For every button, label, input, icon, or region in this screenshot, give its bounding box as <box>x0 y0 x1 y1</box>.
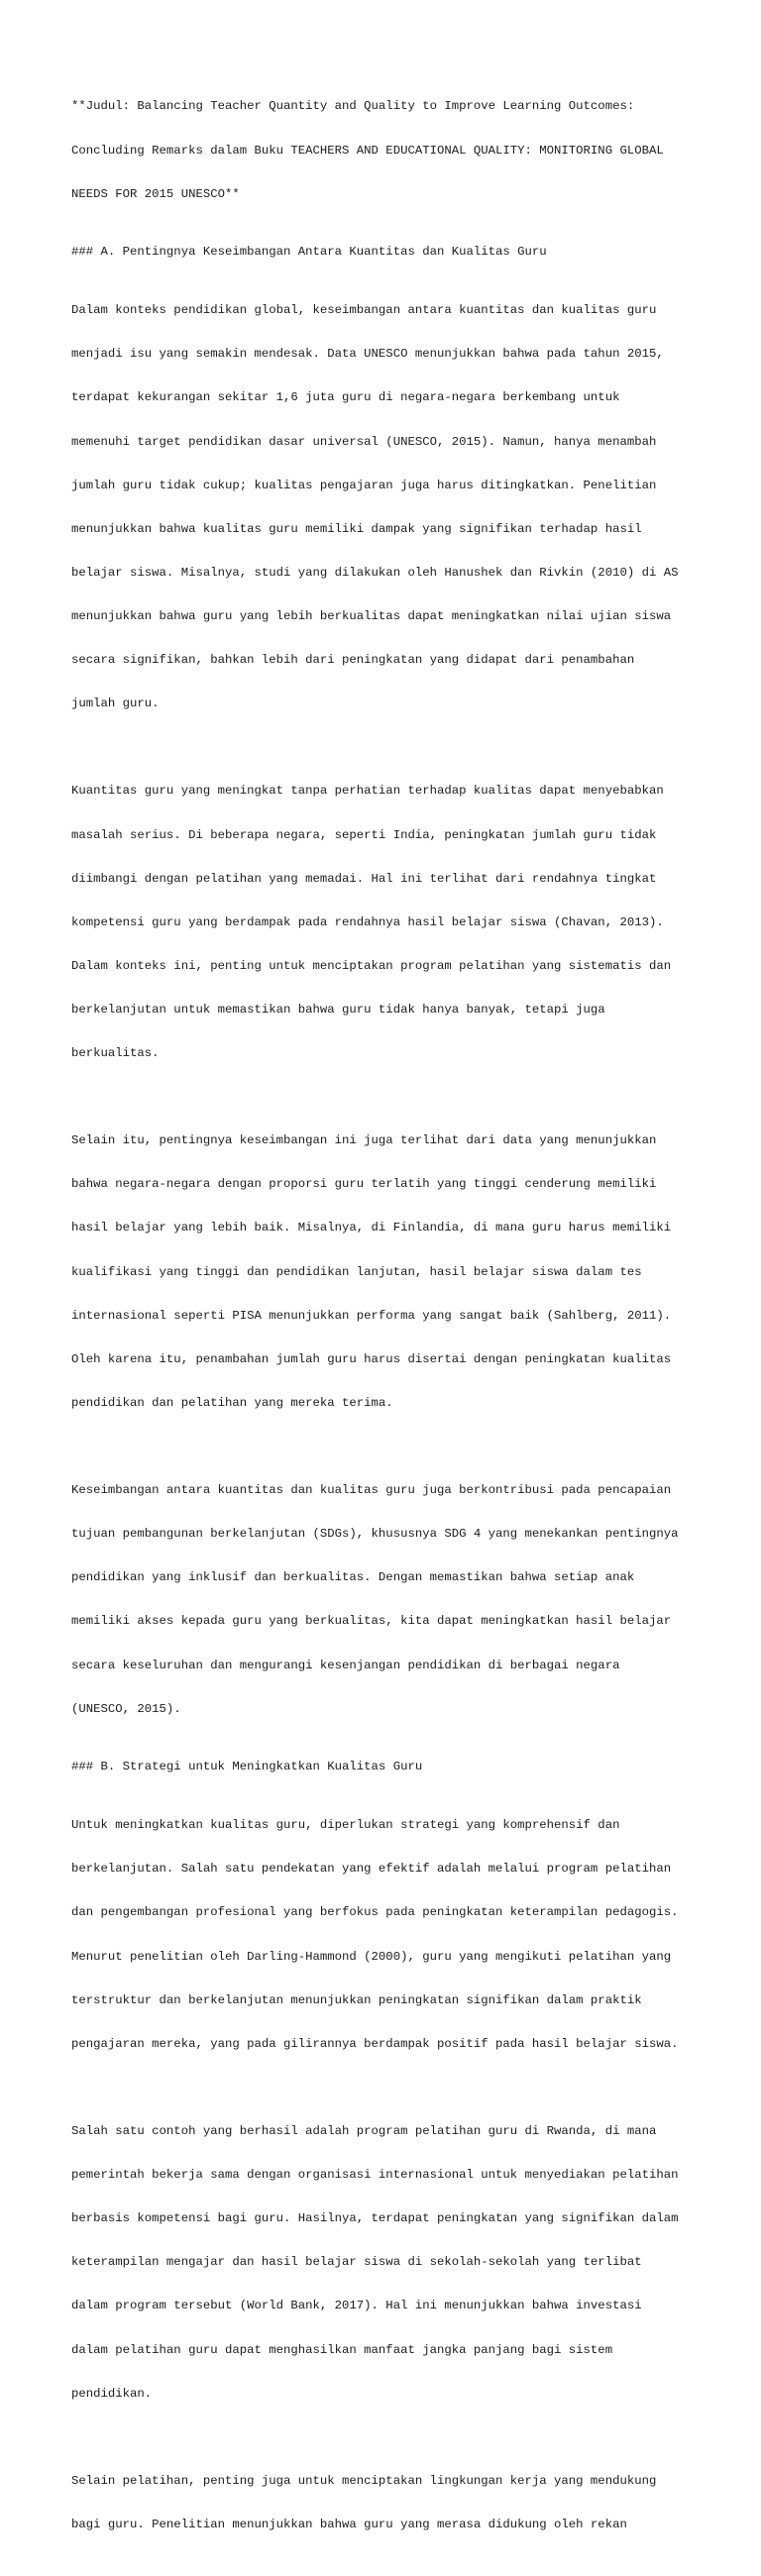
paragraph <box>71 1105 706 1440</box>
text-line: Selain itu, pentingnya keseimbangan ini juga terlihat dari data yang menunjukkan <box>71 1133 657 1148</box>
text-line: berkelanjutan. Salah satu pendekatan yang efektif adalah melalui program pelatihan <box>71 1862 672 1877</box>
text-line: dalam pelatihan guru dapat menghasilkan manfaat jangka panjang bagi sistem <box>71 2342 613 2357</box>
text-line: jumlah guru. <box>71 697 160 711</box>
text-line: Keseimbangan antara kuantitas dan kualitas guru juga berkontribusi pada pencapaian <box>71 1483 672 1498</box>
text-line: masalah serius. Di beberapa negara, seperti India, peningkatan jumlah guru tidak <box>71 827 657 842</box>
paragraph <box>71 2095 706 2430</box>
text-line: keterampilan mengajar dan hasil belajar siswa di sekolah-sekolah yang terlibat <box>71 2255 642 2270</box>
text-line: secara signifikan, bahkan lebih dari peningkatan yang didapat dari penambahan <box>71 653 635 668</box>
text-line: menunjukkan bahwa guru yang lebih berkualitas dapat meningkatkan nilai ujian siswa <box>71 608 672 623</box>
text-line: internasional seperti PISA menunjukkan performa yang sangat baik (Sahlberg, 2011). <box>71 1308 672 1323</box>
text-line: berbasis kompetensi bagi guru. Hasilnya, terdapat peningkatan yang signifikan dalam <box>71 2211 679 2226</box>
text-line: Dalam konteks pendidikan global, keseimbangan antara kuantitas dan kualitas guru <box>71 303 657 318</box>
text-line: menunjukkan bahwa kualitas guru memiliki dampak yang signifikan terhadap hasil <box>71 521 642 536</box>
text-line: bagi guru. Penelitian menunjukkan bahwa guru yang merasa didukung oleh rekan <box>71 2517 627 2531</box>
title-line: Concluding Remarks dalam Buku TEACHERS AND EDUCATIONAL QUALITY: MONITORING GLOBAL <box>71 143 664 158</box>
text-line: Dalam konteks ini, penting untuk menciptakan program pelatihan yang sistematis dan <box>71 958 672 973</box>
text-line: menjadi isu yang semakin mendesak. Data UNESCO menunjukkan bahwa pada tahun 2015, <box>71 347 664 362</box>
text-line: Menurut penelitian oleh Darling-Hammond (2000), guru yang mengikuti pelatihan yang <box>71 1949 672 1964</box>
text-line: pendidikan yang inklusif dan berkualitas. Dengan memastikan bahwa setiap anak <box>71 1570 635 1585</box>
title-line: **Judul: Balancing Teacher Quantity and Quality to Improve Learning Outcomes: <box>71 99 635 114</box>
text-line: dan pengembangan profesional yang berfokus pada peningkatan keterampilan pedagogis. <box>71 1905 679 1920</box>
text-line: berkualitas. <box>71 1046 160 1061</box>
text-line: Salah satu contoh yang berhasil adalah program pelatihan guru di Rwanda, di mana <box>71 2124 657 2139</box>
text-line: pemerintah bekerja sama dengan organisasi internasional untuk menyediakan pelatihan <box>71 2168 679 2183</box>
paragraph <box>71 755 706 1090</box>
text-line: memiliki akses kepada guru yang berkualitas, kita dapat meningkatkan hasil belajar <box>71 1614 672 1629</box>
paragraph <box>71 1454 706 1746</box>
paragraph <box>71 2444 706 2561</box>
text-line: kualifikasi yang tinggi dan pendidikan lanjutan, hasil belajar siswa dalam tes <box>71 1264 642 1279</box>
text-line: Selain pelatihan, penting juga untuk menciptakan lingkungan kerja yang mendukung <box>71 2473 657 2488</box>
text-line: dalam program tersebut (World Bank, 2017). Hal ini menunjukkan bahwa investasi <box>71 2299 642 2313</box>
paragraph <box>71 1789 706 2081</box>
text-line: terstruktur dan berkelanjutan menunjukkan peningkatan signifikan dalam praktik <box>71 1992 642 2007</box>
text-line: Kuantitas guru yang meningkat tanpa perhatian terhadap kualitas dapat menyebabkan <box>71 784 664 799</box>
text-line: bahwa negara-negara dengan proporsi guru terlatih yang tinggi cenderung memiliki <box>71 1177 657 1192</box>
text-line: pendidikan dan pelatihan yang mereka terima. <box>71 1395 393 1410</box>
text-line: Oleh karena itu, penambahan jumlah guru harus disertai dengan peningkatan kualitas <box>71 1351 672 1366</box>
document-page <box>71 70 706 2576</box>
section-heading-b: ### B. Strategi untuk Meningkatkan Kualitas Guru <box>71 1760 423 1774</box>
text-line: diimbangi dengan pelatihan yang memadai. Hal ini terlihat dari rendahnya tingkat <box>71 871 657 886</box>
text-line: terdapat kekurangan sekitar 1,6 juta guru di negara-negara berkembang untuk <box>71 390 620 405</box>
text-line: jumlah guru tidak cukup; kualitas pengajaran juga harus ditingkatkan. Penelitian <box>71 478 657 492</box>
text-line: tujuan pembangunan berkelanjutan (SDGs), khususnya SDG 4 yang menekankan pentingnya <box>71 1527 679 1542</box>
text-line: kompetensi guru yang berdampak pada rendahnya hasil belajar siswa (Chavan, 2013). <box>71 914 664 929</box>
text-line: secara keseluruhan dan mengurangi kesenjangan pendidikan di berbagai negara <box>71 1658 620 1672</box>
text-line: pengajaran mereka, yang pada gilirannya berdampak positif pada hasil belajar siswa. <box>71 2036 679 2051</box>
text-line: Untuk meningkatkan kualitas guru, diperlukan strategi yang komprehensif dan <box>71 1818 620 1833</box>
title-line: NEEDS FOR 2015 UNESCO** <box>71 186 240 201</box>
text-line: (UNESCO, 2015). <box>71 1701 181 1716</box>
document-title <box>71 70 706 231</box>
section-heading-a: ### A. Pentingnya Keseimbangan Antara Kuantitas dan Kualitas Guru <box>71 245 547 260</box>
text-line: belajar siswa. Misalnya, studi yang dilakukan oleh Hanushek dan Rivkin (2010) di AS <box>71 565 679 580</box>
paragraph <box>71 274 706 741</box>
text-line: hasil belajar yang lebih baik. Misalnya, di Finlandia, di mana guru harus memiliki <box>71 1221 672 1235</box>
text-line: pendidikan. <box>71 2386 153 2401</box>
text-line: berkelanjutan untuk memastikan bahwa guru tidak hanya banyak, tetapi juga <box>71 1002 605 1017</box>
text-line: memenuhi target pendidikan dasar universal (UNESCO, 2015). Namun, hanya menambah <box>71 434 657 449</box>
